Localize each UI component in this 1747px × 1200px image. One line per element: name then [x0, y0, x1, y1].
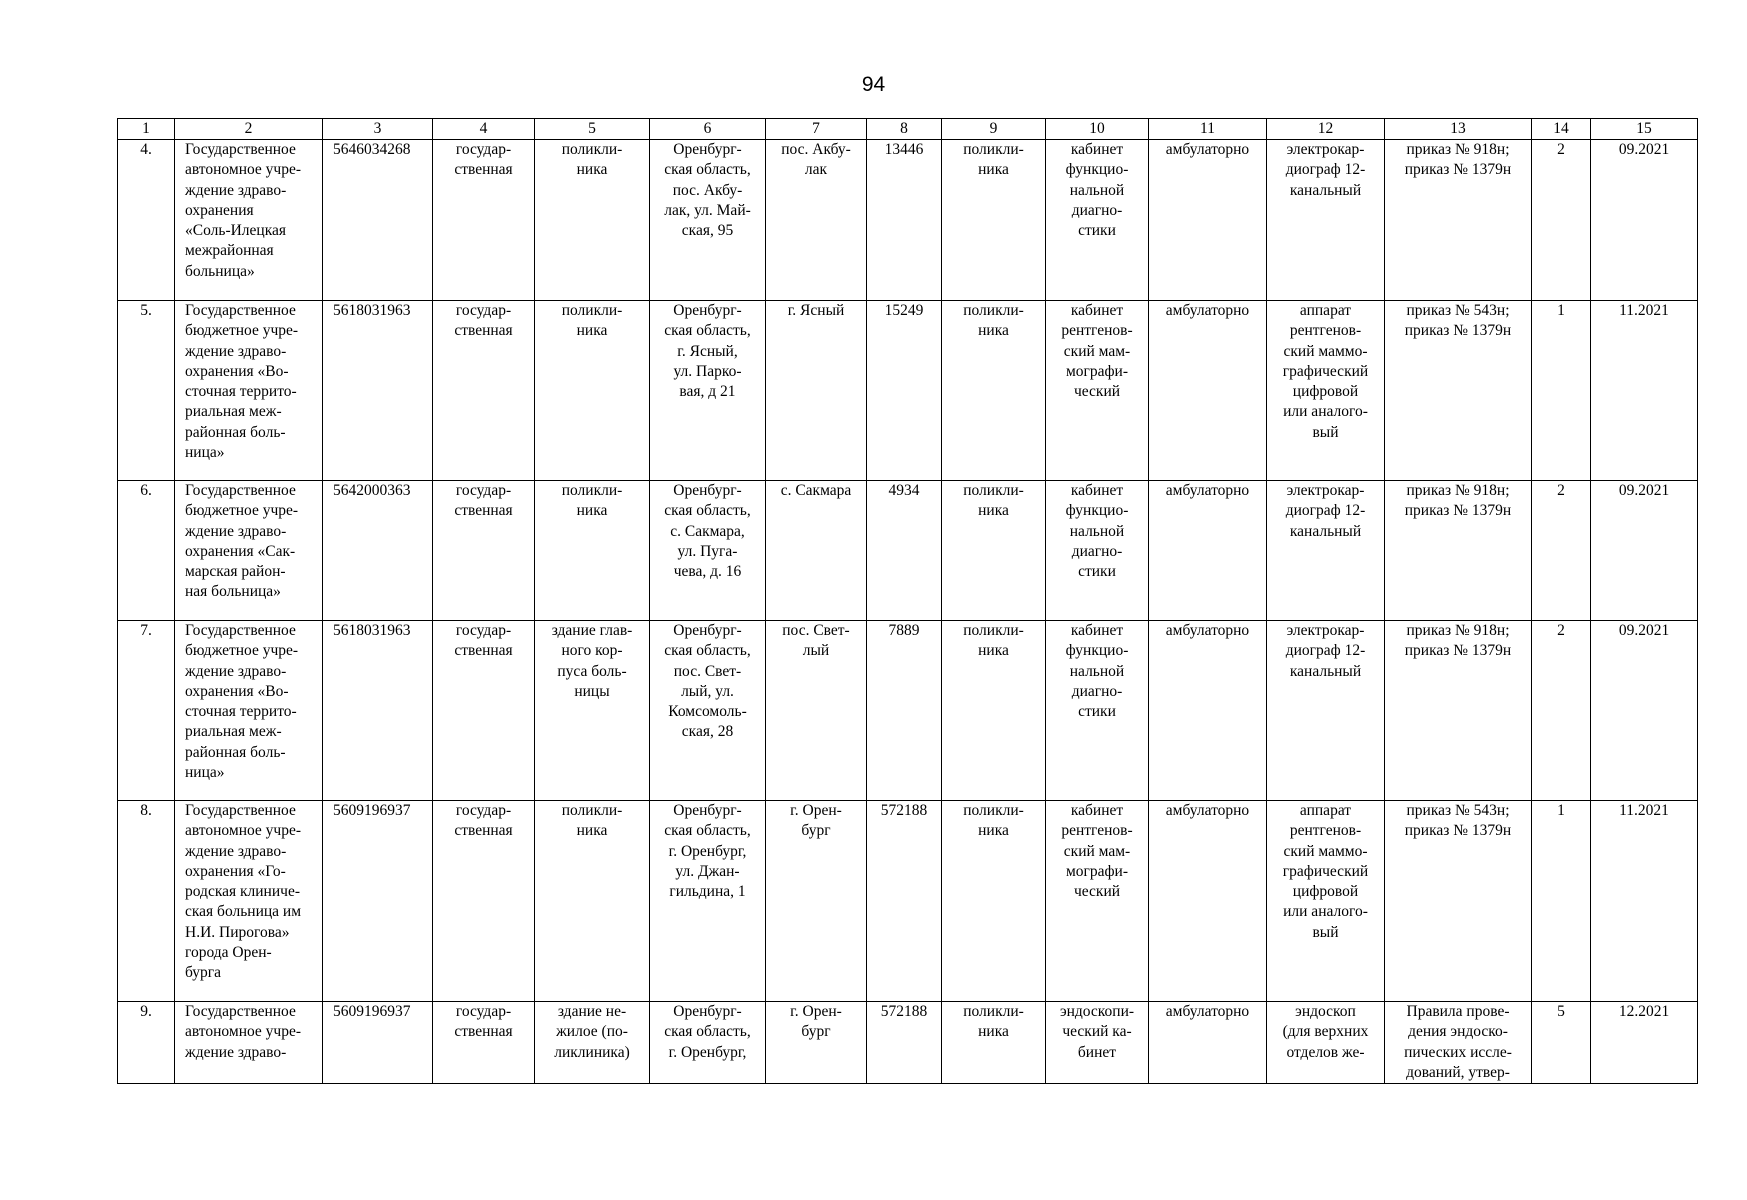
building-cell: поликли- ника	[535, 140, 650, 301]
care-type-cell: амбулаторно	[1149, 140, 1267, 301]
col-header-8: 8	[867, 119, 942, 140]
inn-cell: 5646034268	[323, 140, 433, 301]
col-header-11: 11	[1149, 119, 1267, 140]
facility-cell: поликли- ника	[942, 801, 1046, 1002]
care-type-cell: амбулаторно	[1149, 481, 1267, 621]
unit-cell: кабинет функцио- нальной диагно- стики	[1046, 621, 1149, 801]
locality-cell: г. Ясный	[766, 301, 867, 481]
organization-cell: Государственное бюджетное учре- ждение здраво- охранения «Сак- марская район- ная больница»	[175, 481, 323, 621]
unit-cell: кабинет функцио- нальной диагно- стики	[1046, 140, 1149, 301]
col-header-1: 1	[118, 119, 175, 140]
col-header-5: 5	[535, 119, 650, 140]
equipment-cell: электрокар- диограф 12- канальный	[1267, 140, 1385, 301]
building-cell: поликли- ника	[535, 481, 650, 621]
quantity-cell: 2	[1532, 481, 1591, 621]
organization-cell: Государственное автономное учре- ждение здраво- охранения «Соль-Илецкая межрайонная больница»	[175, 140, 323, 301]
address-cell: Оренбург- ская область, г. Оренбург,	[650, 1002, 766, 1084]
inn-cell: 5618031963	[323, 301, 433, 481]
facility-cell: поликли- ника	[942, 481, 1046, 621]
row-number: 8.	[118, 801, 175, 1002]
col-header-9: 9	[942, 119, 1046, 140]
quantity-cell: 2	[1532, 140, 1591, 301]
row-number: 7.	[118, 621, 175, 801]
facility-cell: поликли- ника	[942, 140, 1046, 301]
unit-cell: кабинет функцио- нальной диагно- стики	[1046, 481, 1149, 621]
address-cell: Оренбург- ская область, пос. Акбу- лак, ул. Май- ская, 95	[650, 140, 766, 301]
col-header-13: 13	[1385, 119, 1532, 140]
unit-cell: эндоскопи- ческий ка- бинет	[1046, 1002, 1149, 1084]
population-cell: 572188	[867, 801, 942, 1002]
table-row	[118, 301, 1698, 481]
table-row	[118, 801, 1698, 1002]
population-cell: 7889	[867, 621, 942, 801]
date-cell: 09.2021	[1591, 140, 1698, 301]
facility-cell: поликли- ника	[942, 301, 1046, 481]
order-cell: приказ № 543н; приказ № 1379н	[1385, 801, 1532, 1002]
ownership-cell: государ- ственная	[433, 621, 535, 801]
locality-cell: пос. Акбу- лак	[766, 140, 867, 301]
table-row	[118, 140, 1698, 301]
col-header-6: 6	[650, 119, 766, 140]
header-row	[118, 119, 1698, 140]
locality-cell: пос. Свет- лый	[766, 621, 867, 801]
col-header-14: 14	[1532, 119, 1591, 140]
ownership-cell: государ- ственная	[433, 1002, 535, 1084]
locality-cell: с. Сакмара	[766, 481, 867, 621]
col-header-12: 12	[1267, 119, 1385, 140]
care-type-cell: амбулаторно	[1149, 621, 1267, 801]
col-header-15: 15	[1591, 119, 1698, 140]
order-cell: Правила прове- дения эндоско- пических иссле- дований, утвер-	[1385, 1002, 1532, 1084]
building-cell: здание не- жилое (по- ликлиника)	[535, 1002, 650, 1084]
equipment-cell: эндоскоп (для верхних отделов же-	[1267, 1002, 1385, 1084]
col-header-2: 2	[175, 119, 323, 140]
inn-cell: 5642000363	[323, 481, 433, 621]
quantity-cell: 5	[1532, 1002, 1591, 1084]
order-cell: приказ № 918н; приказ № 1379н	[1385, 621, 1532, 801]
population-cell: 4934	[867, 481, 942, 621]
facility-cell: поликли- ника	[942, 1002, 1046, 1084]
inn-cell: 5609196937	[323, 1002, 433, 1084]
col-header-7: 7	[766, 119, 867, 140]
organization-cell: Государственное автономное учре- ждение здраво-	[175, 1002, 323, 1084]
address-cell: Оренбург- ская область, с. Сакмара, ул. Пуга- чева, д. 16	[650, 481, 766, 621]
ownership-cell: государ- ственная	[433, 801, 535, 1002]
organization-cell: Государственное автономное учре- ждение здраво- охранения «Го- родская клиниче- ская больница им Н.И. Пирогова» города Орен- бурга	[175, 801, 323, 1002]
ownership-cell: государ- ственная	[433, 481, 535, 621]
care-type-cell: амбулаторно	[1149, 1002, 1267, 1084]
order-cell: приказ № 543н; приказ № 1379н	[1385, 301, 1532, 481]
building-cell: здание глав- ного кор- пуса боль- ницы	[535, 621, 650, 801]
date-cell: 09.2021	[1591, 481, 1698, 621]
population-cell: 15249	[867, 301, 942, 481]
facility-cell: поликли- ника	[942, 621, 1046, 801]
table-row	[118, 1002, 1698, 1084]
col-header-10: 10	[1046, 119, 1149, 140]
locality-cell: г. Орен- бург	[766, 1002, 867, 1084]
population-cell: 572188	[867, 1002, 942, 1084]
row-number: 6.	[118, 481, 175, 621]
care-type-cell: амбулаторно	[1149, 301, 1267, 481]
row-number: 9.	[118, 1002, 175, 1084]
date-cell: 11.2021	[1591, 801, 1698, 1002]
page-number: 94	[861, 73, 886, 96]
population-cell: 13446	[867, 140, 942, 301]
inn-cell: 5618031963	[323, 621, 433, 801]
organization-cell: Государственное бюджетное учре- ждение здраво- охранения «Во- сточная террито- риальная меж- районная боль- ница»	[175, 301, 323, 481]
organization-cell: Государственное бюджетное учре- ждение здраво- охранения «Во- сточная террито- риальная меж- районная боль- ница»	[175, 621, 323, 801]
inn-cell: 5609196937	[323, 801, 433, 1002]
table-row	[118, 621, 1698, 801]
address-cell: Оренбург- ская область, г. Оренбург, ул. Джан- гильдина, 1	[650, 801, 766, 1002]
quantity-cell: 1	[1532, 301, 1591, 481]
address-cell: Оренбург- ская область, пос. Свет- лый, ул. Комсомоль- ская, 28	[650, 621, 766, 801]
equipment-cell: аппарат рентгенов- ский маммо- графический цифровой или аналого- вый	[1267, 301, 1385, 481]
ownership-cell: государ- ственная	[433, 301, 535, 481]
unit-cell: кабинет рентгенов- ский мам- мографи- ческий	[1046, 301, 1149, 481]
order-cell: приказ № 918н; приказ № 1379н	[1385, 140, 1532, 301]
order-cell: приказ № 918н; приказ № 1379н	[1385, 481, 1532, 621]
ownership-cell: государ- ственная	[433, 140, 535, 301]
row-number: 4.	[118, 140, 175, 301]
quantity-cell: 2	[1532, 621, 1591, 801]
equipment-table	[117, 118, 1698, 1084]
date-cell: 09.2021	[1591, 621, 1698, 801]
equipment-cell: электрокар- диограф 12- канальный	[1267, 481, 1385, 621]
address-cell: Оренбург- ская область, г. Ясный, ул. Парко- вая, д 21	[650, 301, 766, 481]
unit-cell: кабинет рентгенов- ский мам- мографи- ческий	[1046, 801, 1149, 1002]
building-cell: поликли- ника	[535, 301, 650, 481]
equipment-cell: электрокар- диограф 12- канальный	[1267, 621, 1385, 801]
col-header-4: 4	[433, 119, 535, 140]
building-cell: поликли- ника	[535, 801, 650, 1002]
equipment-cell: аппарат рентгенов- ский маммо- графический цифровой или аналого- вый	[1267, 801, 1385, 1002]
locality-cell: г. Орен- бург	[766, 801, 867, 1002]
date-cell: 11.2021	[1591, 301, 1698, 481]
row-number: 5.	[118, 301, 175, 481]
table-row	[118, 481, 1698, 621]
date-cell: 12.2021	[1591, 1002, 1698, 1084]
quantity-cell: 1	[1532, 801, 1591, 1002]
col-header-3: 3	[323, 119, 433, 140]
care-type-cell: амбулаторно	[1149, 801, 1267, 1002]
